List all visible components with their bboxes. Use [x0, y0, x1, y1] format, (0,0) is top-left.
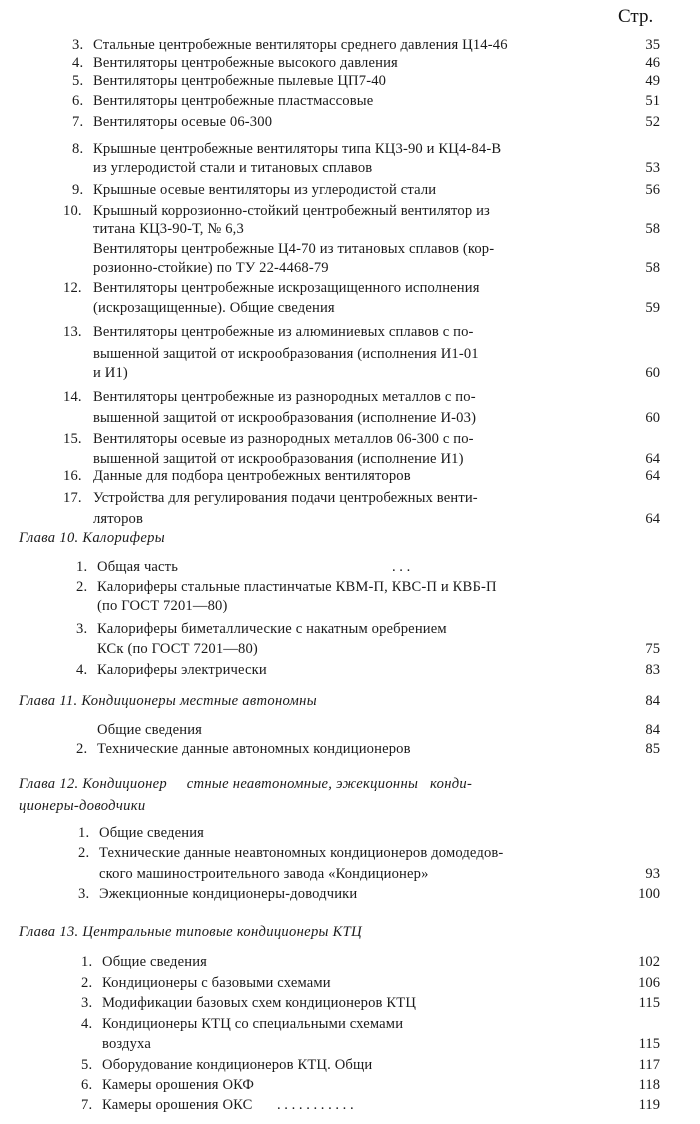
item-title: Вентиляторы центробежные пылевые ЦП7-40 — [93, 73, 387, 89]
item-number: 15. — [63, 431, 82, 447]
page-number: 64 — [645, 511, 660, 527]
item-title: (по ГОСТ 7201—80) — [97, 598, 228, 614]
item-title: Общие сведения — [99, 825, 205, 841]
item-number: 1. — [76, 559, 88, 575]
item-title: ского машиностроительного завода «Кондиционер» — [99, 866, 429, 882]
item-number: 13. — [63, 324, 82, 340]
page-number: 58 — [645, 221, 660, 237]
page-number: 58 — [645, 260, 660, 276]
item-title: вышенной защитой от искрообразования (исполнение И-03) — [93, 410, 477, 426]
item-title: Вентиляторы центробежные высокого давления — [93, 55, 398, 71]
item-title: из углеродистой стали и титановых сплавов — [93, 160, 373, 176]
item-number: 4. — [76, 662, 88, 678]
item-number: 2. — [78, 845, 90, 861]
item-title: КСк (по ГОСТ 7201—80) — [97, 641, 258, 657]
page-number: 56 — [645, 182, 660, 198]
item-title: Технические данные автономных кондиционеров — [97, 741, 411, 757]
item-title: Стальные центробежные вентиляторы среднего давления Ц14-46 — [93, 37, 508, 53]
item-title: Вентиляторы центробежные из алюминиевых сплавов с по- — [93, 324, 474, 340]
item-title: Устройства для регулирования подачи центробежных венти- — [93, 490, 478, 506]
page-number: 49 — [645, 73, 660, 89]
item-number: 3. — [81, 995, 93, 1011]
leader-dots: . . . — [392, 559, 411, 575]
chapter-11-title: Глава 11. Кондиционеры местные автономны — [19, 693, 317, 709]
item-title: Крышные центробежные вентиляторы типа КЦ3-90 и КЦ4-84-В — [93, 141, 502, 157]
item-number: 6. — [81, 1077, 93, 1093]
page-number: 64 — [645, 451, 660, 467]
page-number: 52 — [645, 114, 660, 130]
item-number: 4. — [81, 1016, 93, 1032]
page-number: 35 — [645, 37, 660, 53]
item-number: 3. — [72, 37, 84, 53]
item-title: Кондиционеры с базовыми схемами — [102, 975, 331, 991]
item-number: 2. — [81, 975, 93, 991]
item-title: вышенной защитой от искрообразования (исполнения И1-01 — [93, 346, 479, 362]
item-number: 3. — [78, 886, 90, 902]
item-number: 7. — [72, 114, 84, 130]
chapter-12-title: Глава 12. Кондиционер стные неавтономные, эжекционны конди- — [19, 776, 473, 792]
item-title: и И1) — [93, 365, 128, 381]
item-title: розионно-стойкие) по ТУ 22-4468-79 — [93, 260, 329, 276]
item-title: Вентиляторы центробежные искрозащищенного исполнения — [93, 280, 480, 296]
leader-dots: . . . . . . . . . . . — [277, 1097, 354, 1113]
item-number: 5. — [72, 73, 84, 89]
item-number: 2. — [76, 741, 88, 757]
chapter-13-title: Глава 13. Центральные типовые кондиционеры КТЦ — [19, 924, 362, 940]
item-title: Калориферы стальные пластинчатые КВМ-П, КВС-П и КВБ-П — [97, 579, 497, 595]
page-number: 115 — [638, 995, 660, 1011]
chapter-11-page: 84 — [645, 693, 660, 709]
item-number: 10. — [63, 203, 82, 219]
item-title: Технические данные неавтономных кондиционеров домодедов- — [99, 845, 504, 861]
page-number: 60 — [645, 410, 660, 426]
item-title: Кондиционеры КТЦ со специальными схемами — [102, 1016, 404, 1032]
page-number: 60 — [645, 365, 660, 381]
item-number: 14. — [63, 389, 82, 405]
page-number: 117 — [638, 1057, 660, 1073]
item-title: Калориферы электрически — [97, 662, 267, 678]
item-number: 7. — [81, 1097, 93, 1113]
item-title: Данные для подбора центробежных вентиляторов — [93, 468, 411, 484]
page-number: 83 — [645, 662, 660, 678]
item-title: Общие сведения — [102, 954, 208, 970]
item-title: Общая часть — [97, 559, 179, 575]
page-number: 93 — [645, 866, 660, 882]
page-number: 64 — [645, 468, 660, 484]
page-number: 51 — [645, 93, 660, 109]
item-title: Эжекционные кондиционеры-доводчики — [99, 886, 358, 902]
item-title: Вентиляторы осевые 06-300 — [93, 114, 273, 130]
page-number: 119 — [638, 1097, 660, 1113]
item-number: 17. — [63, 490, 82, 506]
item-title: Калориферы биметаллические с накатным оребрением — [97, 621, 447, 637]
item-title: титана КЦ3-90-Т, № 6,3 — [93, 221, 244, 237]
page-number: 85 — [645, 741, 660, 757]
chapter-10-title: Глава 10. Калориферы — [19, 530, 165, 546]
item-title: Общие сведения — [97, 722, 203, 738]
item-number: 2. — [76, 579, 88, 595]
item-title: Камеры орошения ОКФ — [102, 1077, 255, 1093]
page-number: 59 — [645, 300, 660, 316]
item-number: 9. — [72, 182, 84, 198]
item-number: 8. — [72, 141, 84, 157]
item-title: Камеры орошения ОКС — [102, 1097, 253, 1113]
page-number: 46 — [645, 55, 660, 71]
item-number: 4. — [72, 55, 84, 71]
item-number: 12. — [63, 280, 82, 296]
item-title: Оборудование кондиционеров КТЦ. Общи — [102, 1057, 373, 1073]
page-number: 102 — [638, 954, 660, 970]
item-title: ляторов — [93, 511, 144, 527]
item-title: Вентиляторы центробежные пластмассовые — [93, 93, 374, 109]
item-title: Вентиляторы центробежные Ц4-70 из титановых сплавов (кор- — [93, 241, 495, 257]
page-number: 118 — [638, 1077, 660, 1093]
item-number: 1. — [81, 954, 93, 970]
page-number: 115 — [638, 1036, 660, 1052]
item-title: Вентиляторы центробежные из разнородных металлов с по- — [93, 389, 476, 405]
item-number: 6. — [72, 93, 84, 109]
item-number: 5. — [81, 1057, 93, 1073]
item-title: Крышный коррозионно-стойкий центробежный вентилятор из — [93, 203, 490, 219]
page-column-header: Стр. — [618, 6, 654, 27]
item-number: 16. — [63, 468, 82, 484]
item-title: воздуха — [102, 1036, 151, 1052]
item-title: (искрозащищенные). Общие сведения — [93, 300, 335, 316]
page-number: 84 — [645, 722, 660, 738]
item-title: вышенной защитой от искрообразования (исполнение И1) — [93, 451, 464, 467]
page-number: 106 — [638, 975, 660, 991]
item-number: 1. — [78, 825, 90, 841]
item-number: 3. — [76, 621, 88, 637]
chapter-12-title-cont: ционеры-доводчики — [19, 798, 146, 814]
page-number: 75 — [645, 641, 660, 657]
item-title: Вентиляторы осевые из разнородных металлов 06-300 с по- — [93, 431, 474, 447]
item-title: Модификации базовых схем кондиционеров КТЦ — [102, 995, 417, 1011]
item-title: Крышные осевые вентиляторы из углеродистой стали — [93, 182, 437, 198]
page-number: 53 — [645, 160, 660, 176]
page-number: 100 — [638, 886, 660, 902]
